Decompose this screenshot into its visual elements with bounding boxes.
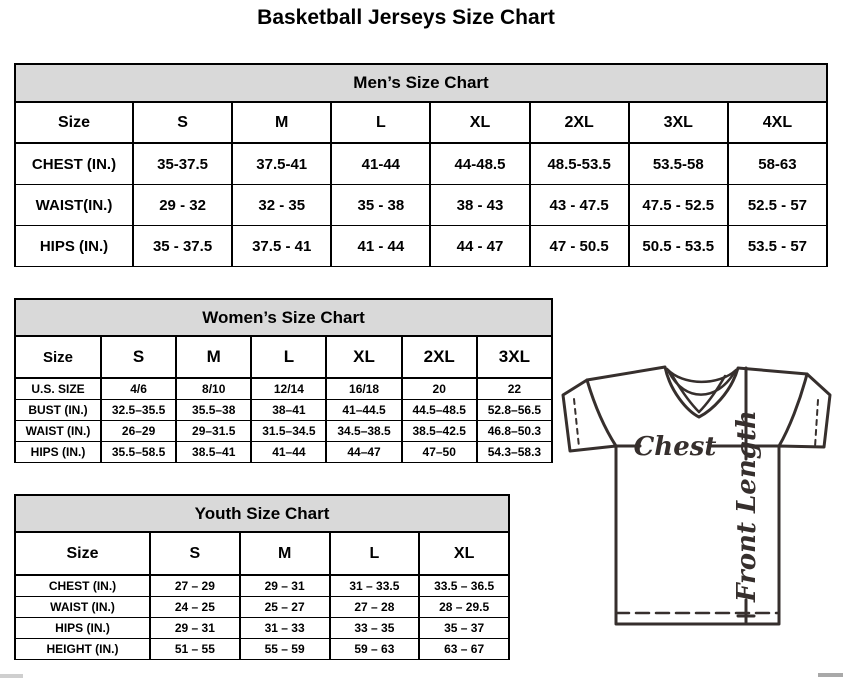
value-cell: 25 – 27	[240, 597, 330, 618]
value-cell: 50.5 - 53.5	[629, 226, 728, 267]
value-cell: 44-48.5	[430, 143, 529, 185]
row-label: WAIST(IN.)	[15, 185, 133, 226]
value-cell: 47–50	[402, 442, 477, 463]
row-label: HIPS (IN.)	[15, 226, 133, 267]
row-label: U.S. SIZE	[15, 378, 101, 400]
cuff-stitch-dashed-line	[815, 400, 818, 447]
value-cell: 29 - 32	[133, 185, 232, 226]
table-title: Women’s Size Chart	[15, 299, 552, 336]
value-cell: 8/10	[176, 378, 251, 400]
column-header-cell: 4XL	[728, 102, 827, 143]
value-cell: 29 – 31	[150, 618, 240, 639]
value-cell: 28 – 29.5	[419, 597, 509, 618]
value-cell: 59 – 63	[330, 639, 420, 660]
value-cell: 38.5–42.5	[402, 421, 477, 442]
value-cell: 53.5-58	[629, 143, 728, 185]
row-label: BUST (IN.)	[15, 400, 101, 421]
value-cell: 63 – 67	[419, 639, 509, 660]
row-label: WAIST (IN.)	[15, 421, 101, 442]
value-cell: 31 – 33	[240, 618, 330, 639]
row-label: Size	[15, 336, 101, 378]
row-label: Size	[15, 532, 150, 575]
table-row	[15, 185, 827, 226]
value-cell: 33 – 35	[330, 618, 420, 639]
table-row	[15, 442, 552, 463]
value-cell: 26–29	[101, 421, 176, 442]
value-cell: 35 – 37	[419, 618, 509, 639]
value-cell: 38 - 43	[430, 185, 529, 226]
column-header-cell: 3XL	[629, 102, 728, 143]
value-cell: 27 – 29	[150, 575, 240, 597]
column-header-cell: 2XL	[530, 102, 629, 143]
cuff-stitch-dashed-line	[574, 399, 579, 447]
table-row	[15, 639, 509, 660]
value-cell: 38–41	[251, 400, 326, 421]
value-cell: 38.5–41	[176, 442, 251, 463]
column-header-cell: 2XL	[402, 336, 477, 378]
column-header-cell: S	[133, 102, 232, 143]
table-header-row	[15, 64, 827, 102]
row-label: HEIGHT (IN.)	[15, 639, 150, 660]
value-cell: 58-63	[728, 143, 827, 185]
value-cell: 4/6	[101, 378, 176, 400]
row-label: Size	[15, 102, 133, 143]
mens-size-chart-table	[14, 63, 828, 267]
column-header-cell: L	[331, 102, 430, 143]
value-cell: 43 - 47.5	[530, 185, 629, 226]
value-cell: 52.5 - 57	[728, 185, 827, 226]
row-label: CHEST (IN.)	[15, 575, 150, 597]
table-header-row	[15, 299, 552, 336]
armhole-seam	[779, 374, 807, 446]
value-cell: 35-37.5	[133, 143, 232, 185]
column-header-cell: S	[101, 336, 176, 378]
value-cell: 44–47	[326, 442, 401, 463]
table-row	[15, 618, 509, 639]
column-header-cell: XL	[326, 336, 401, 378]
value-cell: 44.5–48.5	[402, 400, 477, 421]
value-cell: 32 - 35	[232, 185, 331, 226]
value-cell: 24 – 25	[150, 597, 240, 618]
value-cell: 41 - 44	[331, 226, 430, 267]
column-header-cell: M	[240, 532, 330, 575]
table-row	[15, 597, 509, 618]
page-title: Basketball Jerseys Size Chart	[257, 6, 555, 29]
row-label: CHEST (IN.)	[15, 143, 133, 185]
column-header-cell: S	[150, 532, 240, 575]
column-header-cell: XL	[419, 532, 509, 575]
value-cell: 27 – 28	[330, 597, 420, 618]
value-cell: 31.5–34.5	[251, 421, 326, 442]
table-title: Youth Size Chart	[15, 495, 509, 532]
value-cell: 47.5 - 52.5	[629, 185, 728, 226]
value-cell: 29–31.5	[176, 421, 251, 442]
table-row	[15, 575, 509, 597]
value-cell: 55 – 59	[240, 639, 330, 660]
youth-size-chart-table	[14, 494, 510, 660]
womens-size-chart-table	[14, 298, 553, 463]
cropped-bottom-right-fragment	[818, 673, 843, 677]
value-cell: 32.5–35.5	[101, 400, 176, 421]
front-length-measure-label: Front Length	[732, 410, 762, 602]
value-cell: 20	[402, 378, 477, 400]
value-cell: 52.8–56.5	[477, 400, 552, 421]
value-cell: 33.5 – 36.5	[419, 575, 509, 597]
table-row	[15, 400, 552, 421]
value-cell: 35.5–38	[176, 400, 251, 421]
armhole-seam	[587, 380, 616, 446]
value-cell: 48.5-53.5	[530, 143, 629, 185]
row-label: HIPS (IN.)	[15, 618, 150, 639]
value-cell: 54.3–58.3	[477, 442, 552, 463]
table-row	[15, 378, 552, 400]
column-header-cell: XL	[430, 102, 529, 143]
value-cell: 12/14	[251, 378, 326, 400]
value-cell: 51 – 55	[150, 639, 240, 660]
column-header-cell: L	[330, 532, 420, 575]
value-cell: 41-44	[331, 143, 430, 185]
column-header-row	[15, 102, 827, 143]
chest-measure-label: Chest	[633, 432, 717, 462]
table-header-row	[15, 495, 509, 532]
table-row	[15, 143, 827, 185]
cropped-bottom-left-fragment	[0, 674, 23, 678]
value-cell: 44 - 47	[430, 226, 529, 267]
value-cell: 47 - 50.5	[530, 226, 629, 267]
column-header-row	[15, 336, 552, 378]
table-title: Men’s Size Chart	[15, 64, 827, 102]
column-header-row	[15, 532, 509, 575]
value-cell: 41–44	[251, 442, 326, 463]
value-cell: 34.5–38.5	[326, 421, 401, 442]
jersey-outline	[563, 367, 830, 624]
column-header-cell: M	[176, 336, 251, 378]
value-cell: 35 - 37.5	[133, 226, 232, 267]
column-header-cell: 3XL	[477, 336, 552, 378]
value-cell: 37.5-41	[232, 143, 331, 185]
value-cell: 37.5 - 41	[232, 226, 331, 267]
value-cell: 16/18	[326, 378, 401, 400]
column-header-cell: L	[251, 336, 326, 378]
value-cell: 22	[477, 378, 552, 400]
jersey-measurement-diagram	[553, 355, 841, 645]
value-cell: 29 – 31	[240, 575, 330, 597]
value-cell: 46.8–50.3	[477, 421, 552, 442]
row-label: WAIST (IN.)	[15, 597, 150, 618]
table-row	[15, 421, 552, 442]
column-header-cell: M	[232, 102, 331, 143]
value-cell: 31 – 33.5	[330, 575, 420, 597]
value-cell: 53.5 - 57	[728, 226, 827, 267]
value-cell: 35 - 38	[331, 185, 430, 226]
value-cell: 35.5–58.5	[101, 442, 176, 463]
table-row	[15, 226, 827, 267]
value-cell: 41–44.5	[326, 400, 401, 421]
row-label: HIPS (IN.)	[15, 442, 101, 463]
